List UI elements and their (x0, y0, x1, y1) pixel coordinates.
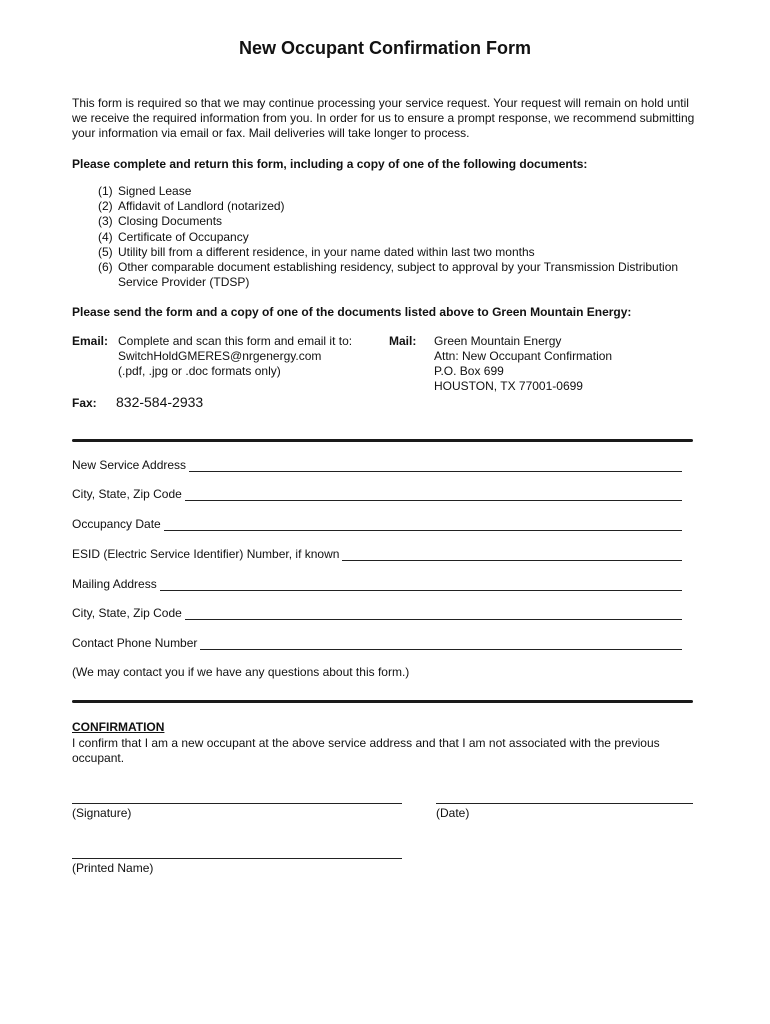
signature-line[interactable] (72, 803, 402, 804)
intro-paragraph: This form is required so that we may continue processing your service request. Your request will remain on hold until we receive the required information from you. In order for us to ensure a prompt response, we recommend submitting your information via email or fax. Mail deliveries will take longer to process. (72, 96, 695, 140)
signature-label: (Signature) (72, 806, 132, 820)
field-line[interactable] (185, 489, 682, 501)
occupancy-date-field[interactable] (72, 515, 682, 531)
list-item-number: (6) (98, 260, 113, 275)
list-item-text: Affidavit of Landlord (notarized) (118, 199, 285, 214)
esid-number-field[interactable] (72, 545, 682, 561)
email-address[interactable]: SwitchHoldGMERES@nrgenergy.com (118, 349, 322, 363)
mailing-address-field[interactable] (72, 575, 682, 591)
mail-line: Attn: New Occupant Confirmation (434, 349, 613, 363)
list-item-text: Utility bill from a different residence, in your name dated within last two months (118, 244, 535, 259)
list-item (98, 230, 698, 245)
field-line[interactable] (185, 608, 682, 620)
fax-block (72, 394, 203, 410)
mail-block (389, 334, 689, 396)
send-instructions-heading: Please send the form and a copy of one of the documents listed above to Green Mountain Energy: (72, 305, 632, 319)
list-item-text: Signed Lease (118, 184, 192, 198)
contact-note: (We may contact you if we have any questions about this form.) (72, 665, 410, 679)
list-item-text: Other comparable document establishing residency, subject to approval by your Transmission Distribution Service Provider (TDSP) (118, 260, 679, 290)
list-item (98, 199, 698, 214)
field-label: ESID (Electric Service Identifier) Number, if known (72, 547, 340, 561)
field-label: Mailing Address (72, 577, 157, 591)
city-state-zip-field[interactable] (72, 485, 682, 501)
list-item-text: Certificate of Occupancy (118, 229, 249, 244)
date-label: (Date) (436, 806, 470, 820)
confirmation-heading: CONFIRMATION (72, 720, 165, 734)
contact-phone-field[interactable] (72, 634, 682, 650)
mail-line: HOUSTON, TX 77001-0699 (434, 379, 583, 393)
list-item (98, 245, 698, 260)
new-service-address-field[interactable] (72, 456, 682, 472)
field-line[interactable] (200, 638, 682, 650)
list-item (98, 184, 698, 199)
list-item (98, 214, 698, 229)
mail-line: Green Mountain Energy (434, 334, 562, 348)
email-formats: (.pdf, .jpg or .doc formats only) (118, 364, 281, 378)
email-label: Email: (72, 334, 109, 348)
list-item-number: (1) (98, 184, 113, 198)
list-item-number: (3) (98, 214, 113, 229)
field-label: City, State, Zip Code (72, 606, 182, 620)
field-label: City, State, Zip Code (72, 487, 182, 501)
field-label: Contact Phone Number (72, 636, 198, 650)
date-line[interactable] (436, 803, 693, 804)
mail-line: P.O. Box 699 (434, 364, 504, 378)
field-line[interactable] (342, 549, 682, 561)
mailing-city-state-zip-field[interactable] (72, 604, 682, 620)
printed-name-label: (Printed Name) (72, 861, 154, 875)
section-divider (72, 439, 693, 442)
document-list (98, 184, 698, 290)
mail-label: Mail: (389, 334, 417, 348)
fax-number: 832-584-2933 (116, 394, 204, 410)
email-block (72, 334, 382, 384)
confirmation-text: I confirm that I am a new occupant at the above service address and that I am not associated with the previous occupant. (72, 736, 660, 765)
field-label: New Service Address (72, 458, 187, 472)
list-item (98, 260, 698, 290)
field-label: Occupancy Date (72, 517, 161, 531)
field-line[interactable] (164, 519, 682, 531)
list-item-number: (2) (98, 199, 113, 214)
field-line[interactable] (189, 460, 682, 472)
section-divider (72, 700, 693, 703)
fax-label: Fax: (72, 396, 97, 410)
instructions-heading: Please complete and return this form, including a copy of one of the following documents: (72, 157, 588, 171)
printed-name-line[interactable] (72, 858, 402, 859)
email-instruction: Complete and scan this form and email it to: (118, 334, 353, 348)
field-line[interactable] (160, 579, 682, 591)
form-title: New Occupant Confirmation Form (238, 38, 532, 58)
list-item-number: (4) (98, 229, 113, 244)
list-item-number: (5) (98, 244, 113, 259)
list-item-text: Closing Documents (118, 214, 223, 229)
